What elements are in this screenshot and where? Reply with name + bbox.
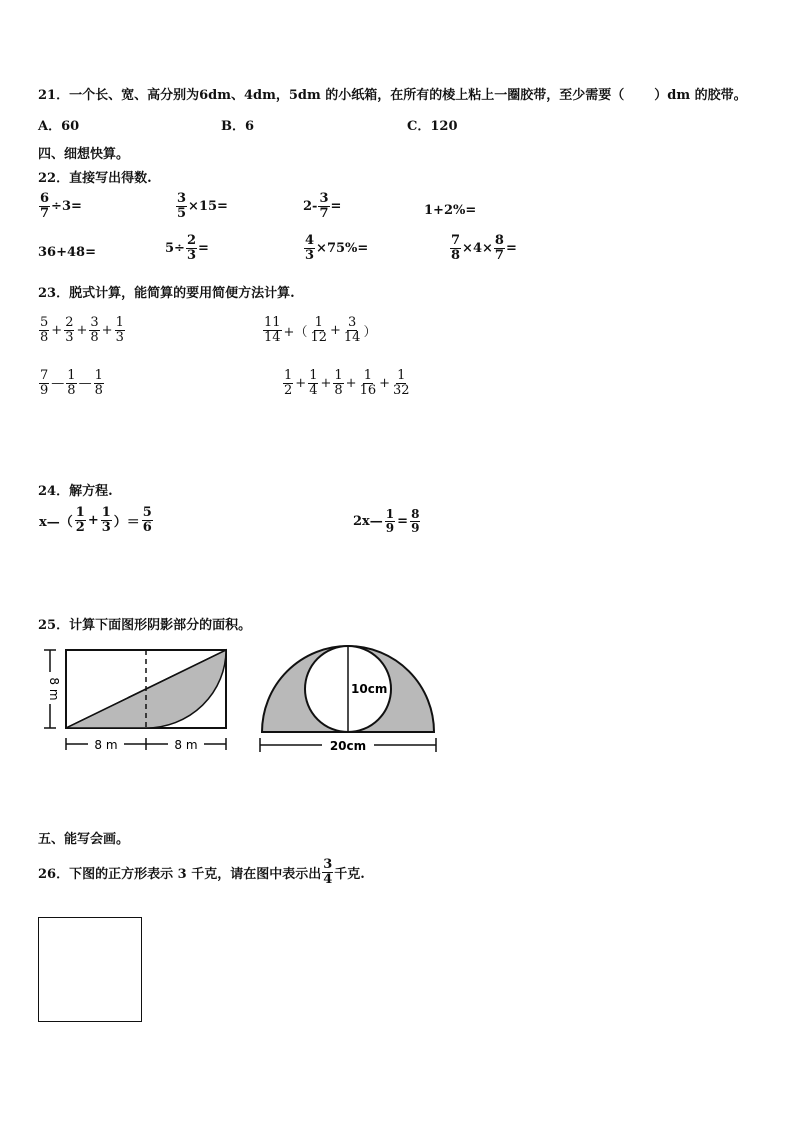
q21-option-a: A．60 <box>38 119 80 134</box>
fraction: $\frac{7}{9}$ <box>40 368 49 399</box>
figure-1-side-label: 8 m <box>47 677 61 701</box>
expression-operator: — <box>51 376 65 392</box>
fraction: $\frac{1}{4}$ <box>309 368 318 399</box>
fraction: $\frac{5}{6}$ <box>142 505 152 536</box>
q26-text: 26．下图的正方形表示 3 千克，请在图中表示出 <box>38 867 322 883</box>
figure-2-diameter-label: 10cm <box>351 682 388 696</box>
fraction: $\frac{1}{3}$ <box>115 315 124 346</box>
expression-operator: + <box>76 323 88 339</box>
q23-expression-2 <box>262 316 377 346</box>
fraction: $\frac{2}{3}$ <box>65 315 74 346</box>
expression-operator: + <box>295 376 307 392</box>
q21-question <box>38 84 747 103</box>
figure-1-bottom-left-label: 8 m <box>94 738 118 752</box>
q22-item-7: $\frac{4}{3}$ ×75%= <box>305 233 369 264</box>
q23-expression-3 <box>38 369 105 399</box>
q26-tail: 千克. <box>334 867 365 883</box>
expression-operator: — <box>78 376 92 392</box>
figure-1-bottom-right-label: 8 m <box>174 738 198 752</box>
expression-operator: ） <box>363 325 377 341</box>
expression-operator: + <box>320 376 332 392</box>
q21-number: 21． <box>38 88 70 103</box>
q26-square-drawing-area[interactable] <box>38 917 142 1022</box>
q21-text: 一个长、宽、高分别为6dm、4dm，5dm 的小纸箱，在所有的棱上粘上一圈胶带，至少需要（ <box>69 88 625 103</box>
fraction: $\frac{11}{14}$ <box>264 315 281 346</box>
expression-operator: + <box>51 323 63 339</box>
expression-operator: + <box>101 323 113 339</box>
q22-item-1: $\frac{6}{7}$ ÷3= <box>40 191 82 222</box>
expression-operator: +（ <box>283 325 308 341</box>
q21-option-c: C．120 <box>407 119 458 134</box>
fraction: $\frac{1}{3}$ <box>101 505 111 536</box>
q25-figure-1 <box>38 642 234 754</box>
expression-operator: 2x— <box>353 514 383 530</box>
fraction: $\frac{1}{9}$ <box>385 507 395 536</box>
q25-title: 25．计算下面图形阴影部分的面积。 <box>38 618 252 633</box>
fraction: $\frac{1}{8}$ <box>94 368 103 399</box>
q24-equation-1 <box>38 506 154 536</box>
q25-figure-2 <box>252 640 444 756</box>
section-4-heading: 四、细想快算。 <box>38 147 130 162</box>
figure-2-base-label: 20cm <box>329 739 367 753</box>
fraction: $\frac{3}{8}$ <box>90 315 99 346</box>
fraction: $\frac{1}{8}$ <box>67 368 76 399</box>
q21-option-b: B．6 <box>221 119 255 134</box>
fraction: $\frac{1}{8}$ <box>334 368 343 399</box>
q23-expression-1 <box>38 316 126 346</box>
expression-operator: + <box>330 323 341 339</box>
expression-operator: x—（ <box>39 515 73 531</box>
q22-item-4: 1+2%= <box>424 203 477 218</box>
fraction: $\frac{1}{2}$ <box>284 368 293 399</box>
expression-operator: + <box>345 376 357 392</box>
fraction: $\frac{5}{8}$ <box>40 315 49 346</box>
q21-tail: ）dm 的胶带。 <box>654 88 747 103</box>
q24-title: 24．解方程. <box>38 484 113 499</box>
fraction: $\frac{1}{12}$ <box>310 315 327 346</box>
fraction: $\frac{1}{2}$ <box>75 505 85 536</box>
q26-question: 26．下图的正方形表示 3 千克，请在图中表示出 $\frac{3}{4}$ 千克. <box>38 857 365 888</box>
section-5-heading: 五、能写会画。 <box>38 832 130 847</box>
expression-operator: + <box>379 376 391 392</box>
fraction: $\frac{3}{14}$ <box>343 315 361 346</box>
q23-title: 23．脱式计算，能简算的要用简便方法计算. <box>38 286 295 301</box>
fraction: $\frac{8}{9}$ <box>411 507 420 536</box>
fraction: $\frac{1}{16}$ <box>359 368 377 399</box>
expression-operator: ）＝ <box>113 515 140 531</box>
q24-equation-2 <box>352 508 421 535</box>
q22-item-6: 5÷ $\frac{2}{3}$ = <box>165 233 209 264</box>
q22-item-3: 2- $\frac{3}{7}$ = <box>303 191 342 222</box>
q22-item-8: $\frac{7}{8}$ ×4× $\frac{8}{7}$ = <box>451 233 517 264</box>
fraction: $\frac{1}{32}$ <box>393 368 410 399</box>
expression-operator: + <box>87 513 99 529</box>
expression-operator: = <box>397 514 409 530</box>
q23-expression-4 <box>282 369 412 399</box>
q22-item-2: $\frac{3}{5}$ ×15= <box>177 191 228 222</box>
q22-title: 22．直接写出得数. <box>38 171 152 186</box>
q22-item-5: 36+48= <box>38 245 96 260</box>
